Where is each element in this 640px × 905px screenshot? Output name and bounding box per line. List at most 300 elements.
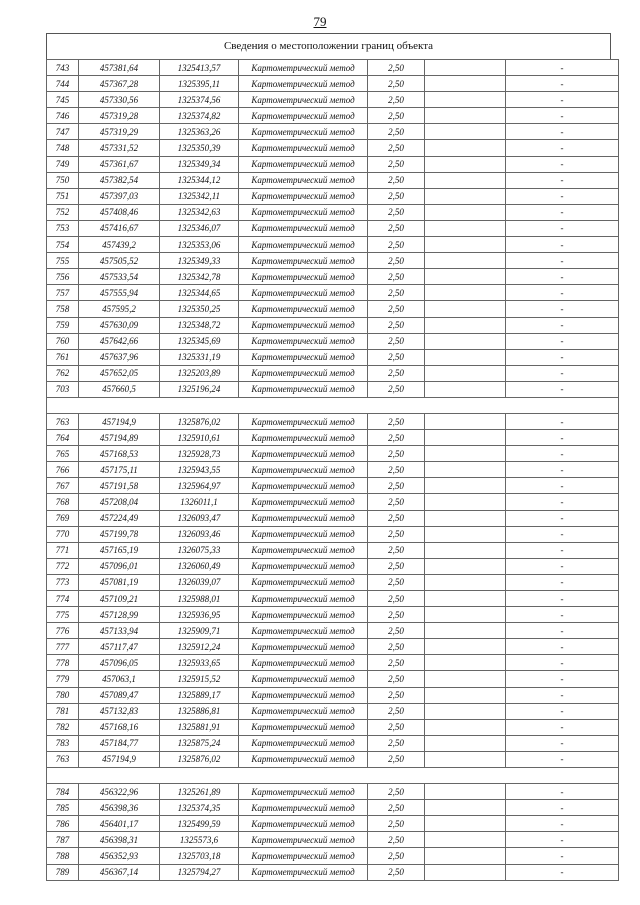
precision-cell: 2,50 (368, 317, 425, 333)
method-cell: Картометрический метод (239, 719, 368, 735)
x-coordinate-cell: 457096,05 (79, 655, 160, 671)
precision-cell: 2,50 (368, 478, 425, 494)
y-coordinate-cell: 1326093,46 (160, 526, 239, 542)
x-coordinate-cell: 456398,36 (79, 800, 160, 816)
empty-cell (425, 784, 506, 800)
x-coordinate-cell: 457331,52 (79, 140, 160, 156)
y-coordinate-cell: 1325261,89 (160, 784, 239, 800)
y-coordinate-cell: 1325915,52 (160, 671, 239, 687)
method-cell: Картометрический метод (239, 542, 368, 558)
y-coordinate-cell: 1325499,59 (160, 816, 239, 832)
table-row (47, 413, 619, 429)
precision-cell: 2,50 (368, 671, 425, 687)
empty-cell (425, 623, 506, 639)
dash-cell: - (506, 108, 619, 124)
x-coordinate-cell: 457191,58 (79, 478, 160, 494)
empty-cell (425, 687, 506, 703)
method-cell: Картометрический метод (239, 784, 368, 800)
dash-cell: - (506, 156, 619, 172)
precision-cell: 2,50 (368, 285, 425, 301)
dash-cell: - (506, 687, 619, 703)
precision-cell: 2,50 (368, 204, 425, 220)
empty-cell (425, 365, 506, 381)
y-coordinate-cell: 1325964,97 (160, 478, 239, 494)
dash-cell: - (506, 285, 619, 301)
precision-cell: 2,50 (368, 349, 425, 365)
method-cell: Картометрический метод (239, 172, 368, 188)
page-number: 79 (313, 14, 327, 29)
dash-cell: - (506, 220, 619, 236)
point-number-cell: 756 (47, 269, 79, 285)
precision-cell: 2,50 (368, 365, 425, 381)
x-coordinate-cell: 457168,16 (79, 719, 160, 735)
dash-cell: - (506, 301, 619, 317)
table-row (47, 655, 619, 671)
x-coordinate-cell: 457319,29 (79, 124, 160, 140)
point-number-cell: 769 (47, 510, 79, 526)
x-coordinate-cell: 457330,56 (79, 92, 160, 108)
y-coordinate-cell: 1325881,91 (160, 719, 239, 735)
y-coordinate-cell: 1325374,35 (160, 800, 239, 816)
empty-cell (425, 301, 506, 317)
point-number-cell: 772 (47, 558, 79, 574)
table-row (47, 687, 619, 703)
y-coordinate-cell: 1325794,27 (160, 864, 239, 880)
x-coordinate-cell: 457133,94 (79, 623, 160, 639)
method-cell: Картометрический метод (239, 558, 368, 574)
precision-cell: 2,50 (368, 703, 425, 719)
point-number-cell: 774 (47, 591, 79, 607)
x-coordinate-cell: 457642,66 (79, 333, 160, 349)
method-cell: Картометрический метод (239, 188, 368, 204)
empty-cell (425, 269, 506, 285)
dash-cell: - (506, 124, 619, 140)
precision-cell: 2,50 (368, 864, 425, 880)
y-coordinate-cell: 1325344,65 (160, 285, 239, 301)
x-coordinate-cell: 457117,47 (79, 639, 160, 655)
table-row (47, 172, 619, 188)
table-row (47, 558, 619, 574)
coordinates-table-body (47, 60, 619, 881)
method-cell: Картометрический метод (239, 800, 368, 816)
point-number-cell: 762 (47, 365, 79, 381)
dash-cell: - (506, 639, 619, 655)
method-cell: Картометрический метод (239, 623, 368, 639)
point-number-cell: 752 (47, 204, 79, 220)
dash-cell: - (506, 623, 619, 639)
dash-cell: - (506, 542, 619, 558)
x-coordinate-cell: 457194,89 (79, 430, 160, 446)
table-row (47, 591, 619, 607)
dash-cell: - (506, 816, 619, 832)
empty-cell (425, 816, 506, 832)
empty-cell (425, 864, 506, 880)
point-number-cell: 748 (47, 140, 79, 156)
point-number-cell: 749 (47, 156, 79, 172)
precision-cell: 2,50 (368, 237, 425, 253)
precision-cell: 2,50 (368, 430, 425, 446)
precision-cell: 2,50 (368, 719, 425, 735)
x-coordinate-cell: 457367,28 (79, 76, 160, 92)
empty-cell (425, 558, 506, 574)
y-coordinate-cell: 1326093,47 (160, 510, 239, 526)
table-row (47, 832, 619, 848)
point-number-cell: 767 (47, 478, 79, 494)
x-coordinate-cell: 457533,54 (79, 269, 160, 285)
table-title: Сведения о местоположении границ объекта (46, 33, 611, 59)
x-coordinate-cell: 457382,54 (79, 172, 160, 188)
x-coordinate-cell: 457224,49 (79, 510, 160, 526)
precision-cell: 2,50 (368, 188, 425, 204)
y-coordinate-cell: 1325573,6 (160, 832, 239, 848)
dash-cell: - (506, 349, 619, 365)
empty-cell (425, 655, 506, 671)
method-cell: Картометрический метод (239, 478, 368, 494)
y-coordinate-cell: 1325342,63 (160, 204, 239, 220)
dash-cell: - (506, 253, 619, 269)
table-row (47, 301, 619, 317)
group-separator-cell (47, 397, 619, 413)
table-row (47, 607, 619, 623)
y-coordinate-cell: 1325988,01 (160, 591, 239, 607)
empty-cell (425, 172, 506, 188)
point-number-cell: 775 (47, 607, 79, 623)
method-cell: Картометрический метод (239, 832, 368, 848)
x-coordinate-cell: 456398,31 (79, 832, 160, 848)
point-number-cell: 783 (47, 735, 79, 751)
precision-cell: 2,50 (368, 140, 425, 156)
empty-cell (425, 526, 506, 542)
coordinates-table-frame (46, 33, 611, 881)
table-row (47, 526, 619, 542)
point-number-cell: 758 (47, 301, 79, 317)
table-row (47, 365, 619, 381)
empty-cell (425, 462, 506, 478)
dash-cell: - (506, 558, 619, 574)
method-cell: Картометрический метод (239, 124, 368, 140)
dash-cell: - (506, 317, 619, 333)
point-number-cell: 763 (47, 413, 79, 429)
dash-cell: - (506, 413, 619, 429)
table-row (47, 719, 619, 735)
empty-cell (425, 591, 506, 607)
y-coordinate-cell: 1326060,49 (160, 558, 239, 574)
point-number-cell: 768 (47, 494, 79, 510)
x-coordinate-cell: 457128,99 (79, 607, 160, 623)
x-coordinate-cell: 457109,21 (79, 591, 160, 607)
x-coordinate-cell: 457505,52 (79, 253, 160, 269)
dash-cell: - (506, 204, 619, 220)
point-number-cell: 747 (47, 124, 79, 140)
dash-cell: - (506, 430, 619, 446)
empty-cell (425, 204, 506, 220)
table-row (47, 156, 619, 172)
dash-cell: - (506, 140, 619, 156)
method-cell: Картометрический метод (239, 735, 368, 751)
y-coordinate-cell: 1325886,81 (160, 703, 239, 719)
empty-cell (425, 92, 506, 108)
point-number-cell: 753 (47, 220, 79, 236)
precision-cell: 2,50 (368, 784, 425, 800)
method-cell: Картометрический метод (239, 269, 368, 285)
x-coordinate-cell: 457194,9 (79, 751, 160, 767)
empty-cell (425, 494, 506, 510)
method-cell: Картометрический метод (239, 60, 368, 76)
precision-cell: 2,50 (368, 735, 425, 751)
table-row (47, 204, 619, 220)
point-number-cell: 779 (47, 671, 79, 687)
dash-cell: - (506, 269, 619, 285)
dash-cell: - (506, 800, 619, 816)
point-number-cell: 703 (47, 381, 79, 397)
empty-cell (425, 156, 506, 172)
dash-cell: - (506, 333, 619, 349)
point-number-cell: 754 (47, 237, 79, 253)
table-row (47, 108, 619, 124)
table-row (47, 639, 619, 655)
method-cell: Картометрический метод (239, 301, 368, 317)
point-number-cell: 770 (47, 526, 79, 542)
x-coordinate-cell: 457175,11 (79, 462, 160, 478)
point-number-cell: 760 (47, 333, 79, 349)
dash-cell: - (506, 655, 619, 671)
y-coordinate-cell: 1325933,65 (160, 655, 239, 671)
table-row (47, 542, 619, 558)
table-row (47, 269, 619, 285)
table-row (47, 623, 619, 639)
empty-cell (425, 478, 506, 494)
y-coordinate-cell: 1325349,34 (160, 156, 239, 172)
dash-cell: - (506, 365, 619, 381)
dash-cell: - (506, 462, 619, 478)
table-row (47, 285, 619, 301)
table-row (47, 140, 619, 156)
precision-cell: 2,50 (368, 462, 425, 478)
table-row (47, 735, 619, 751)
precision-cell: 2,50 (368, 220, 425, 236)
table-row (47, 784, 619, 800)
dash-cell: - (506, 237, 619, 253)
empty-cell (425, 76, 506, 92)
dash-cell: - (506, 478, 619, 494)
table-row (47, 703, 619, 719)
precision-cell: 2,50 (368, 526, 425, 542)
x-coordinate-cell: 457081,19 (79, 574, 160, 590)
y-coordinate-cell: 1326075,33 (160, 542, 239, 558)
empty-cell (425, 333, 506, 349)
method-cell: Картометрический метод (239, 526, 368, 542)
empty-cell (425, 188, 506, 204)
y-coordinate-cell: 1326011,1 (160, 494, 239, 510)
method-cell: Картометрический метод (239, 639, 368, 655)
x-coordinate-cell: 457319,28 (79, 108, 160, 124)
point-number-cell: 744 (47, 76, 79, 92)
x-coordinate-cell: 457595,2 (79, 301, 160, 317)
point-number-cell: 778 (47, 655, 79, 671)
x-coordinate-cell: 457397,03 (79, 188, 160, 204)
x-coordinate-cell: 457439,2 (79, 237, 160, 253)
y-coordinate-cell: 1325342,78 (160, 269, 239, 285)
empty-cell (425, 124, 506, 140)
point-number-cell: 755 (47, 253, 79, 269)
y-coordinate-cell: 1325196,24 (160, 381, 239, 397)
y-coordinate-cell: 1325875,24 (160, 735, 239, 751)
method-cell: Картометрический метод (239, 92, 368, 108)
dash-cell: - (506, 446, 619, 462)
method-cell: Картометрический метод (239, 816, 368, 832)
precision-cell: 2,50 (368, 494, 425, 510)
point-number-cell: 743 (47, 60, 79, 76)
empty-cell (425, 430, 506, 446)
table-row (47, 349, 619, 365)
x-coordinate-cell: 457089,47 (79, 687, 160, 703)
y-coordinate-cell: 1325910,61 (160, 430, 239, 446)
table-row (47, 124, 619, 140)
table-row (47, 237, 619, 253)
method-cell: Картометрический метод (239, 156, 368, 172)
empty-cell (425, 848, 506, 864)
y-coordinate-cell: 1325943,55 (160, 462, 239, 478)
empty-cell (425, 220, 506, 236)
dash-cell: - (506, 848, 619, 864)
empty-cell (425, 446, 506, 462)
dash-cell: - (506, 574, 619, 590)
dash-cell: - (506, 92, 619, 108)
y-coordinate-cell: 1325350,25 (160, 301, 239, 317)
dash-cell: - (506, 591, 619, 607)
table-row (47, 188, 619, 204)
y-coordinate-cell: 1325703,18 (160, 848, 239, 864)
table-row (47, 253, 619, 269)
precision-cell: 2,50 (368, 92, 425, 108)
precision-cell: 2,50 (368, 413, 425, 429)
dash-cell: - (506, 76, 619, 92)
point-number-cell: 757 (47, 285, 79, 301)
y-coordinate-cell: 1325912,24 (160, 639, 239, 655)
y-coordinate-cell: 1325889,17 (160, 687, 239, 703)
point-number-cell: 765 (47, 446, 79, 462)
empty-cell (425, 253, 506, 269)
y-coordinate-cell: 1325345,69 (160, 333, 239, 349)
x-coordinate-cell: 457381,64 (79, 60, 160, 76)
y-coordinate-cell: 1325203,89 (160, 365, 239, 381)
dash-cell: - (506, 735, 619, 751)
method-cell: Картометрический метод (239, 140, 368, 156)
point-number-cell: 784 (47, 784, 79, 800)
y-coordinate-cell: 1325395,11 (160, 76, 239, 92)
x-coordinate-cell: 456352,93 (79, 848, 160, 864)
y-coordinate-cell: 1325344,12 (160, 172, 239, 188)
empty-cell (425, 639, 506, 655)
group-separator-row (47, 768, 619, 784)
x-coordinate-cell: 457637,96 (79, 349, 160, 365)
empty-cell (425, 237, 506, 253)
x-coordinate-cell: 457184,77 (79, 735, 160, 751)
method-cell: Картометрический метод (239, 430, 368, 446)
dash-cell: - (506, 832, 619, 848)
dash-cell: - (506, 784, 619, 800)
x-coordinate-cell: 457199,78 (79, 526, 160, 542)
method-cell: Картометрический метод (239, 864, 368, 880)
method-cell: Картометрический метод (239, 365, 368, 381)
point-number-cell: 759 (47, 317, 79, 333)
x-coordinate-cell: 457416,67 (79, 220, 160, 236)
precision-cell: 2,50 (368, 76, 425, 92)
x-coordinate-cell: 457660,5 (79, 381, 160, 397)
point-number-cell: 776 (47, 623, 79, 639)
table-row (47, 381, 619, 397)
dash-cell: - (506, 751, 619, 767)
table-row (47, 317, 619, 333)
table-row (47, 848, 619, 864)
y-coordinate-cell: 1325331,19 (160, 349, 239, 365)
precision-cell: 2,50 (368, 832, 425, 848)
method-cell: Картометрический метод (239, 317, 368, 333)
dash-cell: - (506, 719, 619, 735)
point-number-cell: 761 (47, 349, 79, 365)
point-number-cell: 787 (47, 832, 79, 848)
empty-cell (425, 140, 506, 156)
x-coordinate-cell: 456367,14 (79, 864, 160, 880)
precision-cell: 2,50 (368, 607, 425, 623)
point-number-cell: 764 (47, 430, 79, 446)
dash-cell: - (506, 494, 619, 510)
precision-cell: 2,50 (368, 816, 425, 832)
y-coordinate-cell: 1325374,56 (160, 92, 239, 108)
method-cell: Картометрический метод (239, 253, 368, 269)
point-number-cell: 773 (47, 574, 79, 590)
group-separator-row (47, 397, 619, 413)
precision-cell: 2,50 (368, 574, 425, 590)
point-number-cell: 780 (47, 687, 79, 703)
x-coordinate-cell: 457063,1 (79, 671, 160, 687)
x-coordinate-cell: 457555,94 (79, 285, 160, 301)
table-row (47, 671, 619, 687)
empty-cell (425, 671, 506, 687)
method-cell: Картометрический метод (239, 848, 368, 864)
table-row (47, 494, 619, 510)
empty-cell (425, 719, 506, 735)
table-row (47, 462, 619, 478)
table-row (47, 60, 619, 76)
method-cell: Картометрический метод (239, 671, 368, 687)
table-row (47, 478, 619, 494)
precision-cell: 2,50 (368, 124, 425, 140)
point-number-cell: 782 (47, 719, 79, 735)
empty-cell (425, 60, 506, 76)
table-row (47, 92, 619, 108)
method-cell: Картометрический метод (239, 703, 368, 719)
method-cell: Картометрический метод (239, 220, 368, 236)
table-row (47, 816, 619, 832)
table-row (47, 76, 619, 92)
y-coordinate-cell: 1325928,73 (160, 446, 239, 462)
precision-cell: 2,50 (368, 446, 425, 462)
precision-cell: 2,50 (368, 591, 425, 607)
precision-cell: 2,50 (368, 156, 425, 172)
dash-cell: - (506, 188, 619, 204)
point-number-cell: 766 (47, 462, 79, 478)
point-number-cell: 777 (47, 639, 79, 655)
empty-cell (425, 800, 506, 816)
precision-cell: 2,50 (368, 542, 425, 558)
precision-cell: 2,50 (368, 301, 425, 317)
empty-cell (425, 751, 506, 767)
empty-cell (425, 108, 506, 124)
method-cell: Картометрический метод (239, 285, 368, 301)
table-row (47, 430, 619, 446)
dash-cell: - (506, 607, 619, 623)
